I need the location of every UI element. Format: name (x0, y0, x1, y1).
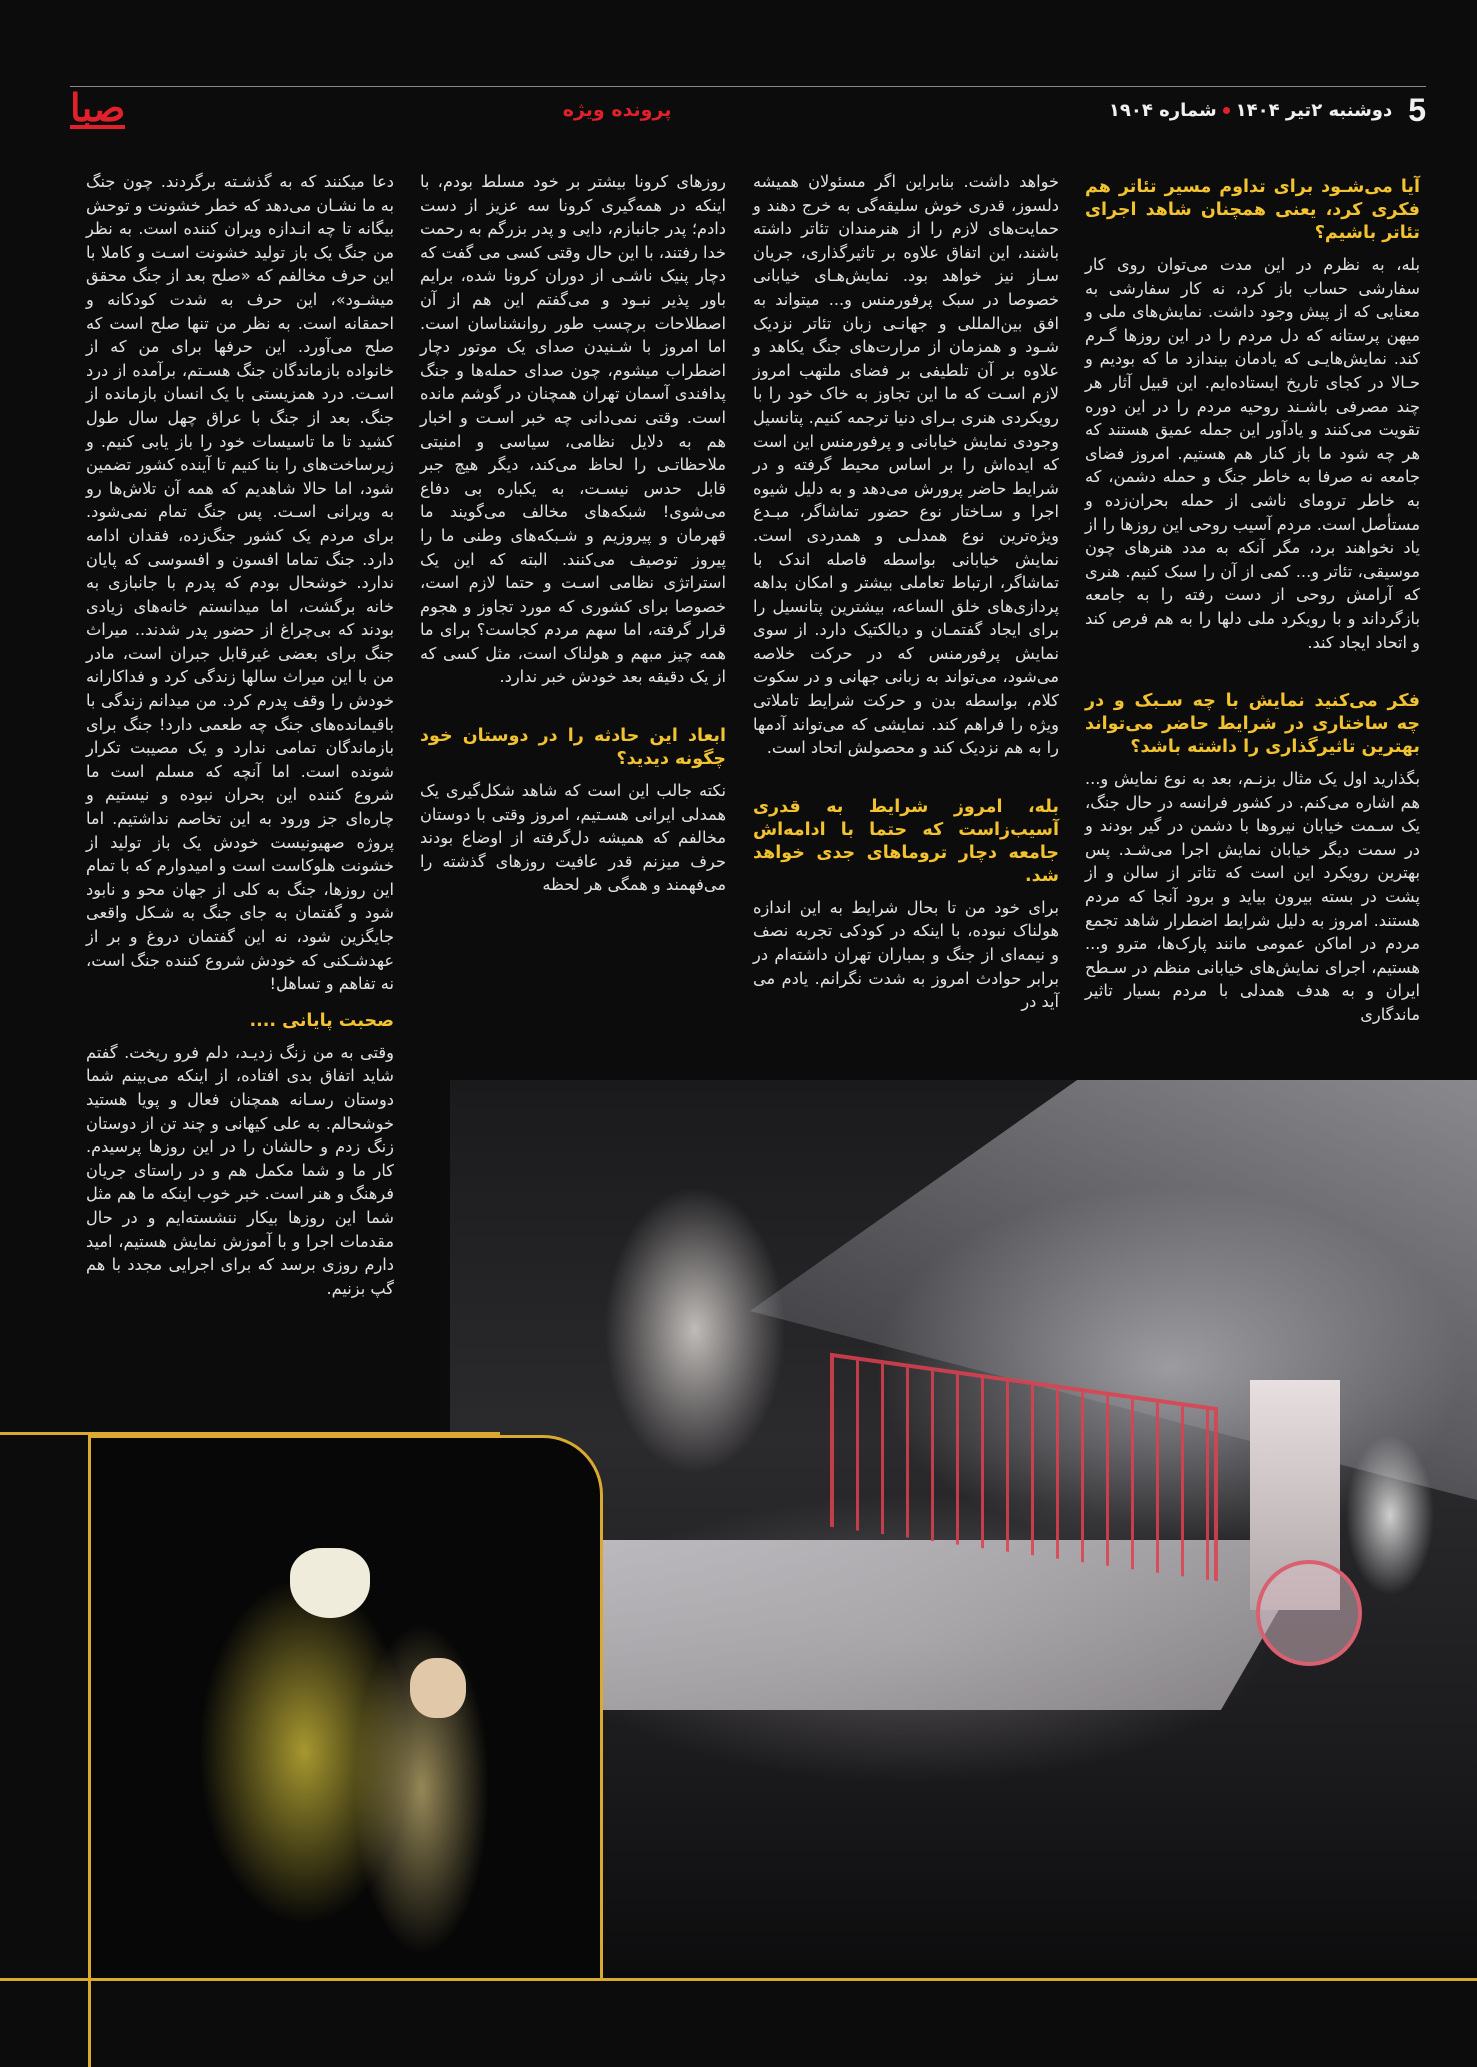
issue-date-text: دوشنبه ۲تیر ۱۴۰۴ (1235, 99, 1393, 121)
inset-mask-figure (290, 1548, 370, 1618)
frame-line-top (0, 1432, 500, 1435)
question-heading: آیا می‌شـود برای تداوم مسیر تئاتر هم فکری کرد، یعنی همچنان شاهد اجرای تئاتر باشیم؟ (1085, 177, 1420, 243)
answer-paragraph: دعا میکنند که به گذشـته برگردند. چون جنگ به ما نشـان می‌دهد که خطر خشونت و توحش بیگانه تا چه انـدازه ویران کننده است. به نظر من جنگ یک باز تولید خشونت اسـت و کاملا با این حرف مخالفم که «صلح بعد از جنگ محقق میشـود»، این حرف به شدت کودکانه و احمقانه است. به نظر من تنها صلح است که صلح می‌آورد. این حرفها برای من که از خانواده بازماندگان جنگ هسـتم، برآمده از درد اسـت. درد همزیستی با یک انسان بازمانده از جنگ. بعد از جنگ با عراق چهل سال طول کشید تا ما تاسیسات خود را باز یابی کنیم. و زیرساخت‌های را بنا کنیم تا آینده کشور تضمین شود، اما حالا شاهدیم که همه آن تلاش‌ها رو به ویرانی اسـت. پس جنگ تمام نمی‌شود. برای مردم یک کشور جنگ‌زده، فقدان ادامه دارد. جنگ تماما افسون و افسوسی که پایان ندارد. خوشحال بودم که پدرم با جانبازی به خانه برگشت، اما میدانستم خانه‌های زیادی بودند که بی‌چراغ از حضور پدر شدند.. میراث جنگ برای بعضی غیرقابل جبران است، مادر من با این میراث سالها زندگی کرد و فداکارانه خودش را وقف پدرم کرد. من میدانم زندگی با باقیمانده‌های جنگ چه طعمی دارد! جنگ برای بازماندگان تمامی ندارد و یک مصیبت تکرار شونده است. اما آنچه که مسلم است ما شروع کننده این بحران نبوده و نیستیم و چاره‌ای جز ورود به این تخاصم نداشتیم. اما پروژه صهیونیست خودش یک باز تولید از خشونت هلوکاست است و امیدوارم که با تمام این روزها، جنگ به کلی از جهان محو و نابود شود و گفتمان به جای جنگ به شـکل واقعی جایگزین شود، نه این گفتمان دروغ و بر از عهدشـکنی که خودش شروع کننده جنگ است، نه تفاهم و تساهل! (85, 172, 394, 994)
article-column-3 (420, 170, 726, 899)
issue-number-text: شماره ۱۹۰۴ (1108, 99, 1217, 121)
question-heading: صحبت پایانی .... (249, 1010, 394, 1031)
magazine-logo: صبا (70, 85, 126, 130)
separator-dot-icon (1223, 107, 1230, 114)
page-header (70, 86, 1426, 133)
section-title: پرونده ویژه (562, 99, 672, 121)
stage-actors-group (580, 1140, 810, 1520)
article-column-2 (753, 170, 1059, 1016)
question-heading: ابعاد این حادثه را در دوستان خود چگونه دیدید؟ (420, 726, 726, 770)
answer-paragraph: وقتی به من زنگ زدیـد، دلم فرو ریخت. گفتم شاید اتفاق بدی افتاده، از اینکه می‌بینم شما دوستان رسـانه همچنان فعال و پویا هستید خوشحالم. به علی کیهانی و چند تن از دوستان زنگ زدم و حالشان را در این روزها پرسیدم. کار ما و شما مکمل هم و در راستای جریان فرهنگ و هنر است. خبر خوب اینکه ما هم مثل شما این روزها بیکار ننشسته‌ایم و در حال مقدمات اجرا و با آموزش نمایش هستیم، امید دارم روزی برسد که برای اجرایی مجدد با هم گپ بزنیم. (86, 1042, 394, 1298)
question-heading: بله، امروز شرایط به قدری آسیب‌زاست که حتما با ادامه‌اش جامعه دچار تروماهای جدی خواهد شد. (753, 796, 1059, 886)
issue-date (1109, 100, 1392, 121)
answer-paragraph: بله، به نظرم در این مدت می‌توان روی کار سفارشی حساب باز کرد، نه کار سفارشی به معنایی که از پیش وجود داشت. نمایش‌های ملی و میهن پرستانه که دل مردم را در این روزها گـرم کند. نمایش‌هایـی که یادمان بیندازد ما که بودیم و حـالا در کجای تاریخ ایستاده‌ایم. این قبیل آثار هر چند مصرفی باشـند روحیه مردم را در این دوره تقویت می‌کنند و یادآور این جمله عمیق هستند که هر چه شود ما باز کنار هم هستیم. امروز فضای جامعه نه صرفا به خاطر جنگ و حمله دشمن، که به خاطر تروما‌ی ناشی از حمله بحران‌زده و مستأصل است. مردم آسیب روحی این روزها را از یاد نخواهند برد، مگر آنکه به مدد هنرهای چون موسیقی، تئاتر و... کمی از آن را سبک کنیم. هنری که آرامش روحی از دست رفته را به جامعه بازگرداند و با رویکرد ملی دلها را به هم فرص کند و اتحاد ایجاد کند. (1085, 255, 1420, 652)
inset-actor-face (410, 1658, 466, 1718)
answer-paragraph: بگذارید اول یک مثال بزنـم، بعد به نوع نمایش و... هم اشاره می‌کنم. در کشور فرانسه در حال جنگ، یک سـمت خیابان نیروها با دشمن در گیر بودند و در سمت دیگر خیابان نمایش اجرا می‌شـد. پس بهترین رویکرد این است که تئاتر از سالن و از پشت در بسته بیرون بیاید و برود آنجا که مردم هستند. امروز به دلیل شرایط اضطرار شاهد تجمع مردم در اماکن عمومی مانند پارک‌ها، مترو و... هستیم، اجرای نمایش‌های خیابانی منظم در سـطح ایران و به هدف همدلی با مردم بسیار تاثیر ماندگاری (1085, 769, 1420, 1025)
page-number: 5 (1408, 91, 1426, 128)
answer-paragraph: برای خود من تا بحال شرایط به این اندازه هولناک نبوده، با اینکه در کودکی تجربه نصف و نیمه‌ای از جنگ و بمباران تهران داشته‌ام در برابر حوادث امروز به شدت نگرانم. یادم می آید در (753, 897, 1059, 1012)
question-heading: فکر می‌کنید نمایش با چه سـبک و در چه ساختاری در شرایط حاضر می‌تواند بهترین تاثیرگذاری را داشته باشد؟ (1085, 691, 1420, 758)
answer-paragraph: روزهای کرونا بیشتر بر خود مسلط بودم، با اینکه در همه‌گیری کرونا سه عزیز از دست دادم؛ پدر جانبازم، دایی و پدر بزرگم به رحمت خدا رفتند، با این حال وقتی کسی می گفت که دچار پنیک ناشـی از دوران کرونا شده، برایم باور پذیر نبـود و می‌گفتم این هم از آن اصطلاحات برچسب طور روانشناسان است. اما امروز با شـنیدن صدای یک موتور دچار اضطراب میشوم، چون صدای حمله‌ها و جنگ پدافندی آسمان تهران همچنان در گوشم مانده است. وقتی نمی‌دانی چه خبر اسـت و اخبار هم به دلایل نظامی، سیاسی و امنیتی ملاحظاتـی را لحاظ می‌کند، دیگر هیچ جبر قابل حدس نیسـت، به یکباره بی دفاع می‌شوی! شبکه‌های مخالف می‌گویند ما قهرمان و پیروزیم و شـبکه‌های وطنی ما را پیروز توصیف می‌کنند. البته که این یک استراتژی نظامی اسـت و حتما لازم است، خصوصا برای کشوری که مورد تجاوز و هجوم قرار گرفته، اما سهم مردم کجاست؟ برای ما همه چیز مبهم و هولناک است، مثل کسی که از یک دقیقه بعد خودش خبر ندارد. (420, 172, 726, 687)
article-column-4 (86, 170, 394, 1302)
frame-line-left (88, 1432, 91, 2067)
article-column-1 (1085, 170, 1420, 1029)
stage-seated-actor (1330, 1410, 1450, 1620)
answer-paragraph: نکته جالب این است که شاهد شکل‌گیری یک همدلی ایرانی هسـتیم، امروز وقتی با دوستان مخالفم که همیشه دل‌گرفته از اوضاع بودند حرف میزنم قدر عافیت روزهای گذشته را می‌فهمند و همگی هر لحظه (420, 781, 726, 895)
issue-info (1109, 92, 1426, 129)
inset-photo (90, 1435, 603, 1978)
stage-photo (450, 1080, 1477, 1982)
frame-line-bottom (0, 1978, 1477, 1981)
answer-paragraph: خواهد داشت. بنابراین اگر مسئولان همیشه دلسوز، قدری خوش سلیقه‌گی به خرج دهند و حمایت‌های لازم را از هنرمندان تئاتر داشته باشند، این اتفاق علاوه بر تاثیرگذاری، جریان سـاز نیز خواهد بود. نمایش‌هـای خیابانی خصوصا در سبک پرفورمنس و... میتواند به افق بین‌المللی و جهانـی زبان تئاتر نزدیک شـود و همزمان از مرارت‌های جنگ یکاهد و علاوه بر آن تلطیفی بر فضای ملتهب امروز لازم اسـت که ما این تجاوز به خاک خود را با رویکردی هنری بـرای دنیا ترجمه کنیم. پتانسیل وجودی نمایش خیابانی و پرفورمنس این است که ایده‌اش را بر اساس محیط گرفته و در شرایط حاضر پرورش می‌دهد و به دلیل شیوه اجرا و سـاختار نوع حضور تماشاگر، مبـدع ویژه‌ترین نوع همدلـی و همدردی است. نمایش خیابانی بواسطه فاصله اندک با تماشاگر، ارتباط تعاملی بیشتر و امکان بداهه پردازی‌های خلق الساعه، بیشترین پتانسیل را برای ایجاد گفتمـان و دیالکتیک دارد. از سوی نمایش پرفورمنس که در حرکت خلاصه می‌شود، می‌تواند به زبانی جهانی و در سکوت کلام، بواسطه بدن و حرکت شرایط تاملاتی ویژه را فراهم کند. نمایشی که می‌تواند آدمها را به هم نزدیک کند و محصولش اتحاد است. (753, 172, 1059, 758)
